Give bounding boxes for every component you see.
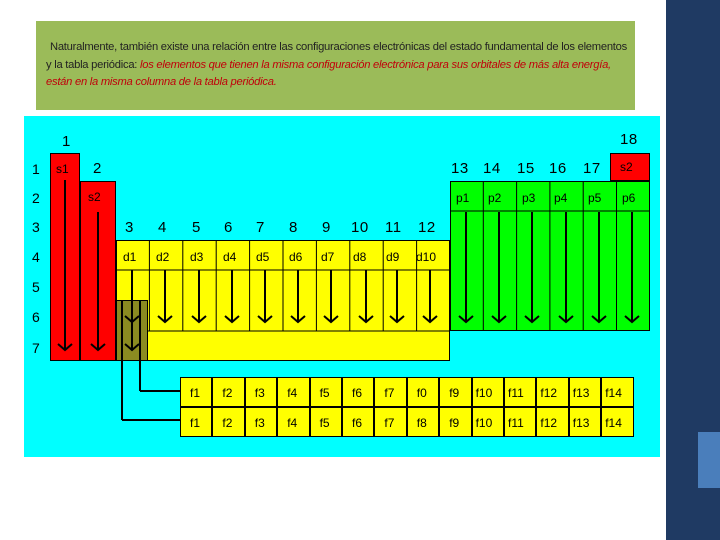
d-orbital-label: d1 [123, 250, 137, 264]
period-number-label: 1 [32, 161, 40, 177]
p-group-number-label: 16 [549, 160, 567, 177]
f-orbital-label: f13 [572, 386, 590, 400]
f-orbital-label: f7 [384, 386, 395, 400]
p-group-number-label: 17 [583, 160, 601, 177]
p-orbital-label: p6 [622, 191, 636, 205]
period-number-label: 3 [32, 219, 40, 235]
d-orbital-label: d6 [289, 250, 303, 264]
d-group-number-label: 5 [192, 219, 201, 236]
f-orbital-label: f6 [352, 416, 363, 430]
f-orbital-label: f2 [222, 386, 233, 400]
d-group-number-label: 12 [418, 219, 436, 236]
f-orbital-label: f4 [287, 386, 298, 400]
f-orbital-label: f4 [287, 416, 298, 430]
period-number-label: 2 [32, 190, 40, 206]
p-group-number-label: 13 [451, 160, 469, 177]
f-orbital-label: f11 [508, 386, 524, 400]
d-orbital-label: d10 [416, 250, 437, 264]
d-group-number-label: 3 [125, 219, 134, 236]
p-orbital-label: p3 [522, 191, 536, 205]
period-number-label: 4 [32, 249, 40, 265]
d-group-number-label: 9 [322, 219, 331, 236]
f-orbital-label: f3 [254, 416, 265, 430]
f-orbital-label: f1 [190, 386, 201, 400]
period-number-label: 5 [32, 279, 40, 295]
d-group-number-label: 7 [256, 219, 265, 236]
helium-s2-label: s2 [620, 160, 633, 174]
f-orbital-label: f2 [222, 416, 233, 430]
group-2-label: 2 [93, 160, 102, 177]
f-orbital-label: f1 [190, 416, 201, 430]
f-orbital-label: f6 [352, 386, 363, 400]
p-orbital-label: p4 [554, 191, 568, 205]
s2-label: s2 [88, 190, 101, 204]
f-orbital-label: f8 [416, 416, 427, 430]
f-orbital-label: f12 [540, 416, 558, 430]
caption-tail: . [273, 76, 277, 88]
caption-highlight: los elementos que tienen la misma configuración electrónica para sus orbitales de más alta energía, están en la misma columna de la tabla periódica [46, 58, 611, 88]
d-orbital-label: d2 [156, 250, 170, 264]
d-orbital-label: d4 [223, 250, 237, 264]
caption-lead: Naturalmente, también existe una relación entre las configuraciones electrónicas del estado fundamental de los elementos y la tabla periódica: [46, 41, 627, 71]
f-orbital-label: f0 [416, 386, 427, 400]
d-group-number-label: 6 [224, 219, 233, 236]
p-orbital-label: p2 [488, 191, 502, 205]
group-1-label: 1 [62, 133, 71, 150]
f-orbital-label: f14 [605, 386, 622, 400]
period-number-label: 6 [32, 309, 40, 325]
f-orbital-label: f3 [254, 386, 265, 400]
d-orbital-label: d5 [256, 250, 270, 264]
f-orbital-label: f9 [449, 416, 460, 430]
d-orbital-label: d3 [190, 250, 204, 264]
p-orbital-label: p5 [588, 191, 602, 205]
s1-label: s1 [56, 162, 69, 176]
d-orbital-label: d8 [353, 250, 367, 264]
f-orbital-label: f10 [475, 416, 493, 430]
group-18-label: 18 [620, 131, 638, 148]
d-orbital-label: d7 [321, 250, 335, 264]
f-orbital-label: f11 [508, 416, 524, 430]
d-group-number-label: 4 [158, 219, 167, 236]
f-orbital-label: f13 [572, 416, 590, 430]
f-orbital-label: f14 [605, 416, 622, 430]
f-orbital-label: f9 [449, 386, 460, 400]
f-orbital-label: f7 [384, 416, 395, 430]
period-number-label: 7 [32, 340, 40, 356]
p-orbital-label: p1 [456, 191, 470, 205]
d-group-number-label: 8 [289, 219, 298, 236]
p-group-number-label: 14 [483, 160, 501, 177]
d-group-number-label: 11 [385, 219, 402, 236]
f-orbital-label: f5 [319, 386, 330, 400]
p-group-number-label: 15 [517, 160, 535, 177]
f-orbital-label: f12 [540, 386, 558, 400]
f-orbital-label: f5 [319, 416, 330, 430]
d-orbital-label: d9 [386, 250, 400, 264]
d-group-number-label: 10 [351, 219, 369, 236]
f-orbital-label: f10 [475, 386, 493, 400]
